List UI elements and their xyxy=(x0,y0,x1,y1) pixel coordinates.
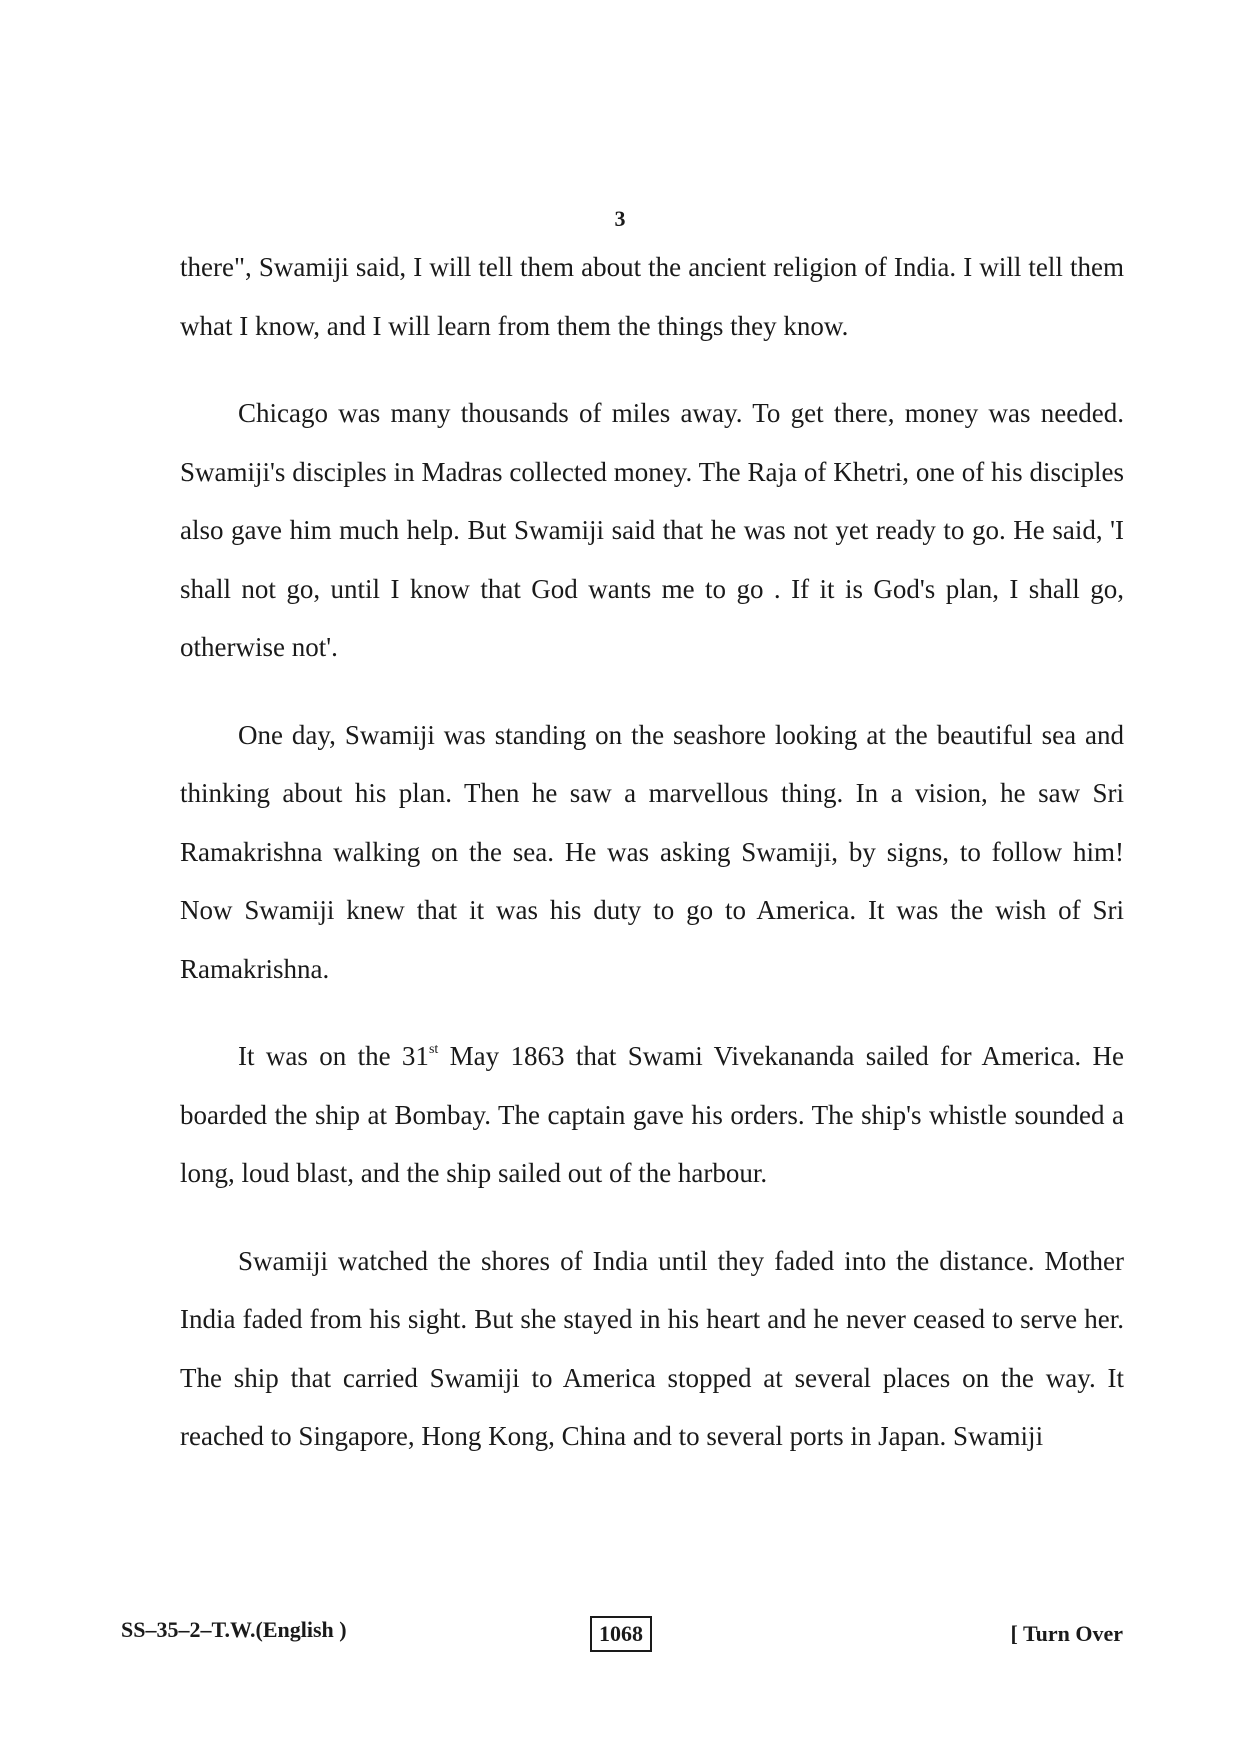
ordinal-suffix: st xyxy=(428,1042,439,1057)
paragraph-chicago: Chicago was many thousands of miles away. To get there, money was needed. Swamiji's disciples in Madras collected money. The Raja of Khetri, one of his disciples also gave him much help. But Swamiji said that he was not yet ready to go. He said, 'I shall not go, until I know that God wants me to go . If it is God's plan, I shall go, otherwise not'. xyxy=(180,398,1124,662)
paragraph-sailing xyxy=(180,1027,1124,1203)
paragraph-vision: One day, Swamiji was standing on the seashore looking at the beautiful sea and thinking about his plan. Then he saw a marvellous thing. In a vision, he saw Sri Ramakrishna walking on the sea. He was asking Swamiji, by signs, to follow him! Now Swamiji knew that it was his duty to go to America. It was the wish of Sri Ramakrishna. xyxy=(180,719,1124,984)
paragraph-voyage: Swamiji watched the shores of India until they faded into the distance. Mother India faded from his sight. But she stayed in his heart and he never ceased to serve her. The ship that carried Swamiji to America stopped at several places on the way. It reached to Singapore, Hong Kong, China and to several ports in Japan. Swamiji xyxy=(180,1245,1124,1451)
paragraph-continuation: there", Swamiji said, I will tell them about the ancient religion of India. I will tell them what I know, and I will learn from them the things they know. xyxy=(180,252,1124,341)
page-number: 3 xyxy=(614,206,626,231)
footer-paper-code: SS–35–2–T.W.(English ) xyxy=(121,1617,347,1642)
footer-turn-over: [ Turn Over xyxy=(1010,1621,1123,1646)
body-text xyxy=(180,238,1124,1495)
sailing-text-start: It was on the 31 xyxy=(238,1041,429,1071)
sailing-text-rest: May 1863 that Swami Vivekananda sailed for America. He boarded the ship at Bombay. The captain gave his orders. The ship's whistle sounded a long, loud blast, and the ship sailed out of the harbour. xyxy=(180,1041,1125,1188)
footer-page-box: 1068 xyxy=(590,1616,652,1652)
